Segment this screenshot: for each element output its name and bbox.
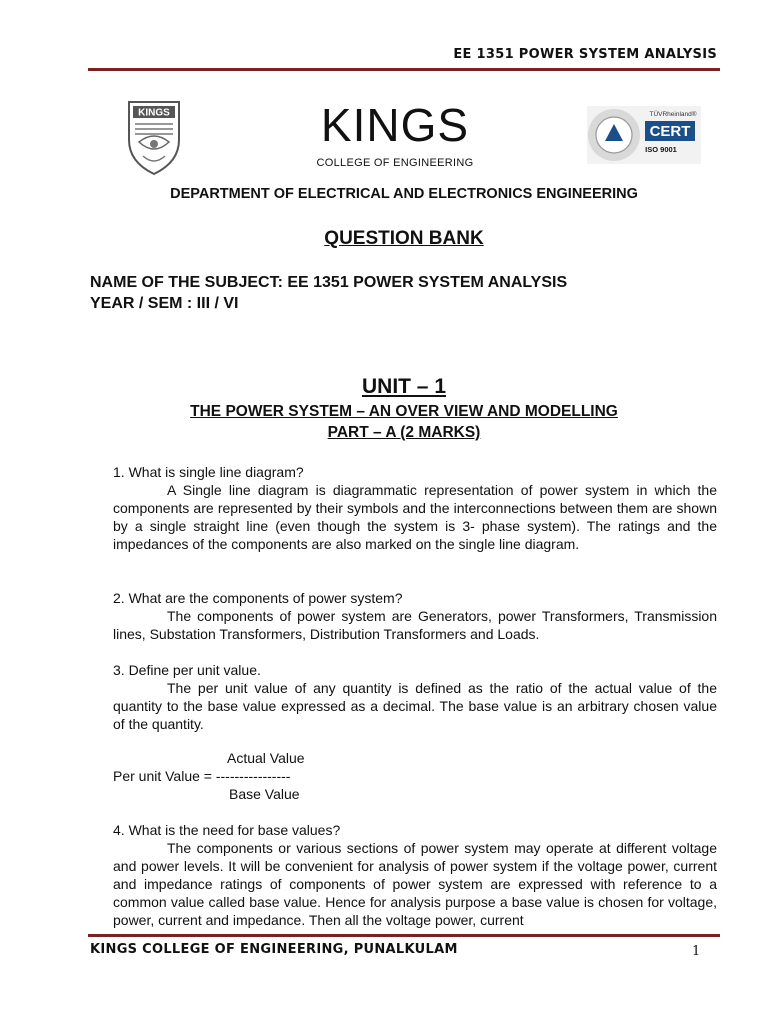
department-heading: DEPARTMENT OF ELECTRICAL AND ELECTRONICS ENGINEERING — [170, 186, 638, 202]
unit-title: THE POWER SYSTEM – AN OVER VIEW AND MODELLING — [190, 403, 618, 420]
answer-text: The per unit value of any quantity is defined as the ratio of the actual value of the quantity to the base value expressed as a decimal. The base value is an arbitrary chosen value of the quantity. — [113, 680, 717, 732]
document-title: QUESTION BANK — [324, 228, 484, 249]
answer-text: The components of power system are Generators, power Transformers, Transmission lines, Substation Transformers, Distribution Transformers and Loads. — [113, 608, 717, 642]
question-text: 2. What are the components of power system? — [113, 590, 403, 606]
question-text: 4. What is the need for base values? — [113, 822, 341, 838]
page-number: 1 — [692, 944, 701, 959]
cert-org-text: TÜVRheinland® — [649, 111, 697, 118]
running-header-title: EE 1351 POWER SYSTEM ANALYSIS — [453, 47, 717, 62]
part-heading: PART – A (2 MARKS) — [327, 424, 481, 441]
tuv-cert-badge-icon — [587, 106, 701, 164]
formula-numerator: Actual Value — [227, 750, 305, 766]
formula-label: Per unit Value = ---------------- — [113, 768, 291, 784]
question-text: 3. Define per unit value. — [113, 662, 261, 678]
question-block — [113, 821, 717, 929]
footer-rule — [88, 934, 720, 937]
answer-text: The components or various sections of power system may operate at different voltage and power levels. It will be convenient for analysis of power system if the voltage power, current and impedance ratings of components of power system are expressed with reference to a common value called base value. Hence for analysis purpose a base value is chosen for voltage, power, current and impedance. Then all the voltage power, current — [113, 840, 717, 928]
per-unit-formula — [113, 749, 305, 803]
question-block — [113, 463, 717, 553]
college-subtitle: COLLEGE OF ENGINEERING — [316, 157, 474, 169]
year-semester-line: YEAR / SEM : III / VI — [90, 295, 239, 312]
college-brand-name: KINGS — [320, 99, 470, 151]
cert-mark-text: CERT — [649, 123, 691, 140]
unit-heading: UNIT – 1 — [361, 375, 447, 398]
footer-institution: KINGS COLLEGE OF ENGINEERING, PUNALKULAM — [90, 942, 458, 957]
cert-standard-text: ISO 9001 — [645, 145, 677, 154]
question-block — [113, 589, 717, 643]
answer-text: A Single line diagram is diagrammatic representation of power system in which the components are represented by their symbols and the interconnections between them are shown by a single straight line (even though the system is 3- phase system). The ratings and the impedances of the components are also marked on the single line diagram. — [113, 482, 717, 552]
question-text: 1. What is single line diagram? — [113, 464, 304, 480]
question-block — [113, 661, 717, 733]
crest-text: KINGS — [138, 107, 170, 119]
subject-line: NAME OF THE SUBJECT: EE 1351 POWER SYSTEM ANALYSIS — [90, 274, 568, 291]
formula-denominator: Base Value — [229, 786, 300, 802]
header-rule — [88, 68, 720, 71]
